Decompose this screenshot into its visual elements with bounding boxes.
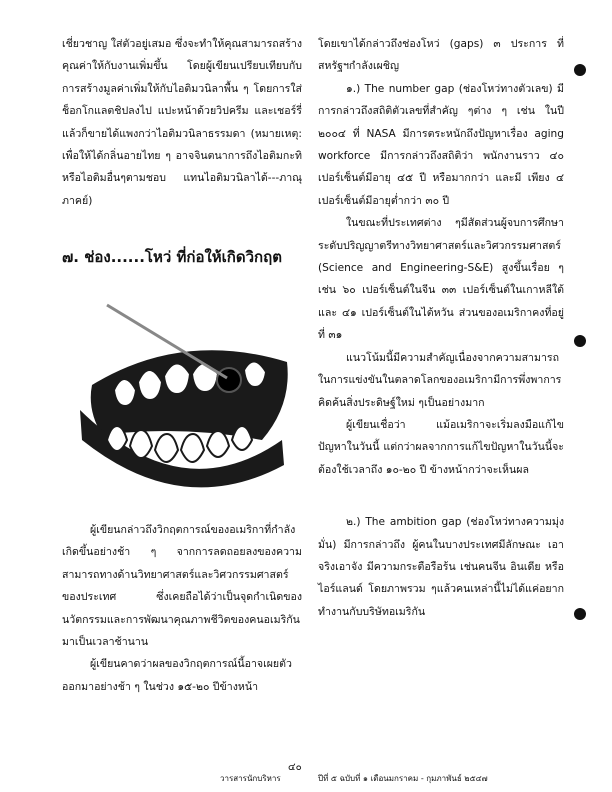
right-paragraph-4: แนวโน้มนี้มีความสำคัญเนื่องจากความสามารถในการแข่งขันในตลาดโลกของอเมริกามีการพึ่งพาการคิดค้นสิ่งประดิษฐ์ใหม่ ๆเป็นอย่างมาก <box>318 351 562 409</box>
page-number: ๔๐ <box>288 762 302 773</box>
right-column <box>318 33 564 623</box>
binder-hole <box>574 64 586 76</box>
right-paragraph-6: ๒.) The ambition gap (ช่องโหว่ทางความมุ่งมั่น) มีการกล่าวถึง ผู้คนในบางประเทศมีลักษณะ เอาจริงเอาจัง มีความกระตือรือร้น เช่นคนจีน อินเดีย หรือไอร์แลนด์ โดยภาพรวม ๆแล้วคนเหล่านี้ไม่ได้แค่อยากทำงานกับบริษัทอเมริกัน <box>318 516 564 618</box>
left-paragraph-3: ผู้เขียนคาดว่าผลของวิกฤตการณ์นี้อาจเผยตัวออกมาอย่างช้า ๆ ในช่วง ๑๕-๒๐ ปีข้างหน้า <box>62 658 292 693</box>
journal-name: วารสารนักบริหาร <box>220 774 281 783</box>
left-column <box>62 33 302 212</box>
right-paragraph-1: โดยเขาได้กล่าวถึงช่องโหว่ (gaps) ๓ ประการ ที่สหรัฐฯกำลังเผชิญ <box>318 38 564 73</box>
left-paragraph-1: เชี่ยวชาญ ใส่ตัวอยู่เสมอ ซึ่งจะทำให้คุณสามารถสร้างคุณค่าให้กับงานเพิ่มขึ้น โดยผู้เขียนเปรียบเทียบกับการสร้างมูลค่าเพิ่มให้กับไอติมวนิลาพื้น ๆ โดยการใส่ ช็อกโกแลตชิปลงไป แปะหน้าด้วยวิปครีม และเชอร์รี่ แล้วก็ขายได้แพงกว่าไอติมวนิลาธรรมดา (หมายเหตุ: เพื่อให้ได้กลิ่นอายไทย ๆ อาจจินตนาการถึงไอติมกะทิ หรือไอติมอื่นๆตามชอบ แทนไอติมวนิลาได้---ภาณุภาคย์) <box>62 38 302 207</box>
right-paragraph-2: ๑.) The number gap (ช่องโหว่ทางตัวเลข) มีการกล่าวถึงสถิติตัวเลขที่สำคัญ ๆต่าง ๆ เช่น ในปี ๒๐๐๔ ที่ NASA มีการตระหนักถึงปัญหาเรื่อง aging workforce มีการกล่าวถึงสถิติว่า พนักงานราว ๔๐ เปอร์เซ็นต์มีอายุ ๔๕ ปี หรือมากกว่า และมี เพียง ๔ เปอร์เซ็นต์มีอายุต่ำกว่า ๓๐ ปี <box>318 82 564 207</box>
left-paragraph-2: ผู้เขียนกล่าวถึงวิกฤตการณ์ของอเมริกาที่กำลังเกิดขึ้นอย่างช้า ๆ จากการลดถอยลงของความสามารถทางด้านวิทยาศาสตร์และวิศวกรรมศาสตร์ของประเทศ ซึ่งเคยถือได้ว่าเป็นจุดกำเนิดของนวัตกรรมและการพัฒนาคุณภาพชีวิตของคนอเมริกันมาเป็นเวลาช้านาน <box>62 524 302 649</box>
right-paragraph-5: ผู้เขียนเชื่อว่า แม้อเมริกาจะเริ่มลงมือแก้ไขปัญหาในวันนี้ แต่กว่าผลจากการแก้ไขปัญหาในวันนี้จะต้องใช้เวลาถึง ๑๐-๒๐ ปี ข้างหน้ากว่าจะเห็นผล <box>318 418 564 476</box>
binder-hole <box>574 608 586 620</box>
denture-teeth-icon <box>62 290 302 515</box>
section-heading: ๗. ช่อง......โหว่ ที่ก่อให้เกิดวิกฤต <box>62 248 282 266</box>
left-column-lower <box>62 519 302 698</box>
binder-hole <box>574 335 586 347</box>
right-paragraph-3: ในขณะที่ประเทศต่าง ๆมีสัดส่วนผู้จบการศึกษาระดับปริญญาตรีทางวิทยาศาสตร์และวิศวกรรมศาสตร์ (Science and Engineering-S&E) สูงขึ้นเรื่อย ๆ เช่น ๖๐ เปอร์เซ็นต์ในจีน ๓๓ เปอร์เซ็นต์ในเกาหลีใต้ และ ๔๑ เปอร์เซ็นต์ในไต้หวัน ส่วนของอเมริกาคงที่อยู่ที่ ๓๑ <box>318 217 564 342</box>
issue-info: ปีที่ ๕ ฉบับที่ ๑ เดือนมกราคม - กุมภาพันธ์ ๒๕๔๗ <box>318 774 488 783</box>
